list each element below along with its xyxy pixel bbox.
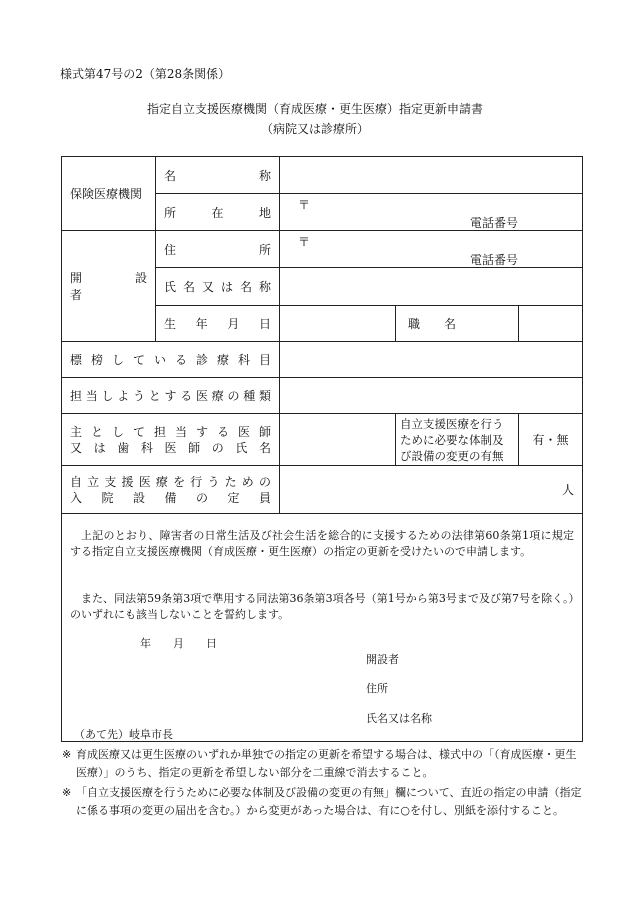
departments-field[interactable] <box>280 342 583 378</box>
form-number: 様式第47号の2（第28条関係） <box>60 67 231 81</box>
postal-mark-2: 〒 <box>298 235 311 249</box>
phone-label: 電話番号 <box>470 216 519 230</box>
beds-field[interactable] <box>280 466 583 514</box>
declaration-cell <box>62 514 583 742</box>
doctor-label: 主として担当する医師 又は歯科医師の氏名 <box>62 414 280 466</box>
founder-header: 開 設 者 <box>62 231 156 342</box>
medical-type-label: 担当しようとする医療の種類 <box>62 378 280 414</box>
phone-label-2: 電話番号 <box>470 253 519 267</box>
medical-type-field[interactable] <box>280 378 583 414</box>
founder-name-field[interactable] <box>280 268 583 306</box>
founder-name-label: 氏名又は名称 <box>156 268 280 306</box>
address-field[interactable] <box>280 231 583 268</box>
insurance-inst-header: 保険医療機関 <box>62 157 156 231</box>
name-label: 名 称 <box>156 157 280 194</box>
change-value[interactable]: 有・無 <box>519 414 583 466</box>
note-1: ※ 育成医療又は更生医療のいずれか単独での指定の更新を希望する場合は、様式中の「（育成医療・更生医療）」のうち、指定の更新を希望しない部分を二重線で消去すること。 <box>62 748 577 779</box>
change-label: 自立支援医療を行うために必要な体制及び設備の変更の有無 <box>396 414 519 466</box>
form-title: 指定自立支援医療機関（育成医療・更生医療）指定更新申請書 <box>146 102 483 116</box>
name-field[interactable] <box>280 157 583 194</box>
location-field[interactable] <box>280 194 583 231</box>
signature-address-label: 住所 <box>366 682 388 695</box>
address-label: 住 所 <box>156 231 280 268</box>
doctor-field[interactable] <box>280 414 396 466</box>
note-2: ※ 「自立支援医療を行うために必要な体制及び設備の変更の有無」欄について、直近の指定の申請（指定に係る事項の変更の届出を含む。）から変更があった場合は、有に○を付し、別紙を添付すること。 <box>62 786 582 817</box>
position-field[interactable] <box>519 306 583 342</box>
postal-mark: 〒 <box>298 198 311 212</box>
departments-label: 標榜している診療科目 <box>62 342 280 378</box>
declaration-paragraph-1: 上記のとおり、障害者の日常生活及び社会生活を総合的に支援するための法律第60条第1項に規定する指定自立支援医療機関（育成医療・更生医療）の指定の更新を受けたいので申請します。 <box>70 529 574 558</box>
beds-unit: 人 <box>561 483 574 497</box>
addressee: （あて先）岐阜市長 <box>74 728 173 741</box>
birth-label: 生 年 月 日 <box>156 306 280 342</box>
location-label: 所 在 地 <box>156 194 280 231</box>
form-subtitle: （病院又は診療所） <box>260 122 369 136</box>
date-line[interactable]: 年 月 日 <box>140 637 217 650</box>
position-label: 職 名 <box>396 306 519 342</box>
application-table <box>61 156 583 742</box>
declaration-paragraph-2: また、同法第59条第3項で準用する同法第36条第3項各号（第1号から第3号まで及び第7号を除く。）のいずれにも該当しないことを誓約します。 <box>70 592 574 621</box>
signature-founder-label: 開設者 <box>366 653 399 666</box>
beds-label: 自立支援医療を行うための 入院設備の定員 <box>62 466 280 514</box>
signature-name-label: 氏名又は名称 <box>366 712 432 725</box>
birth-field[interactable] <box>280 306 396 342</box>
